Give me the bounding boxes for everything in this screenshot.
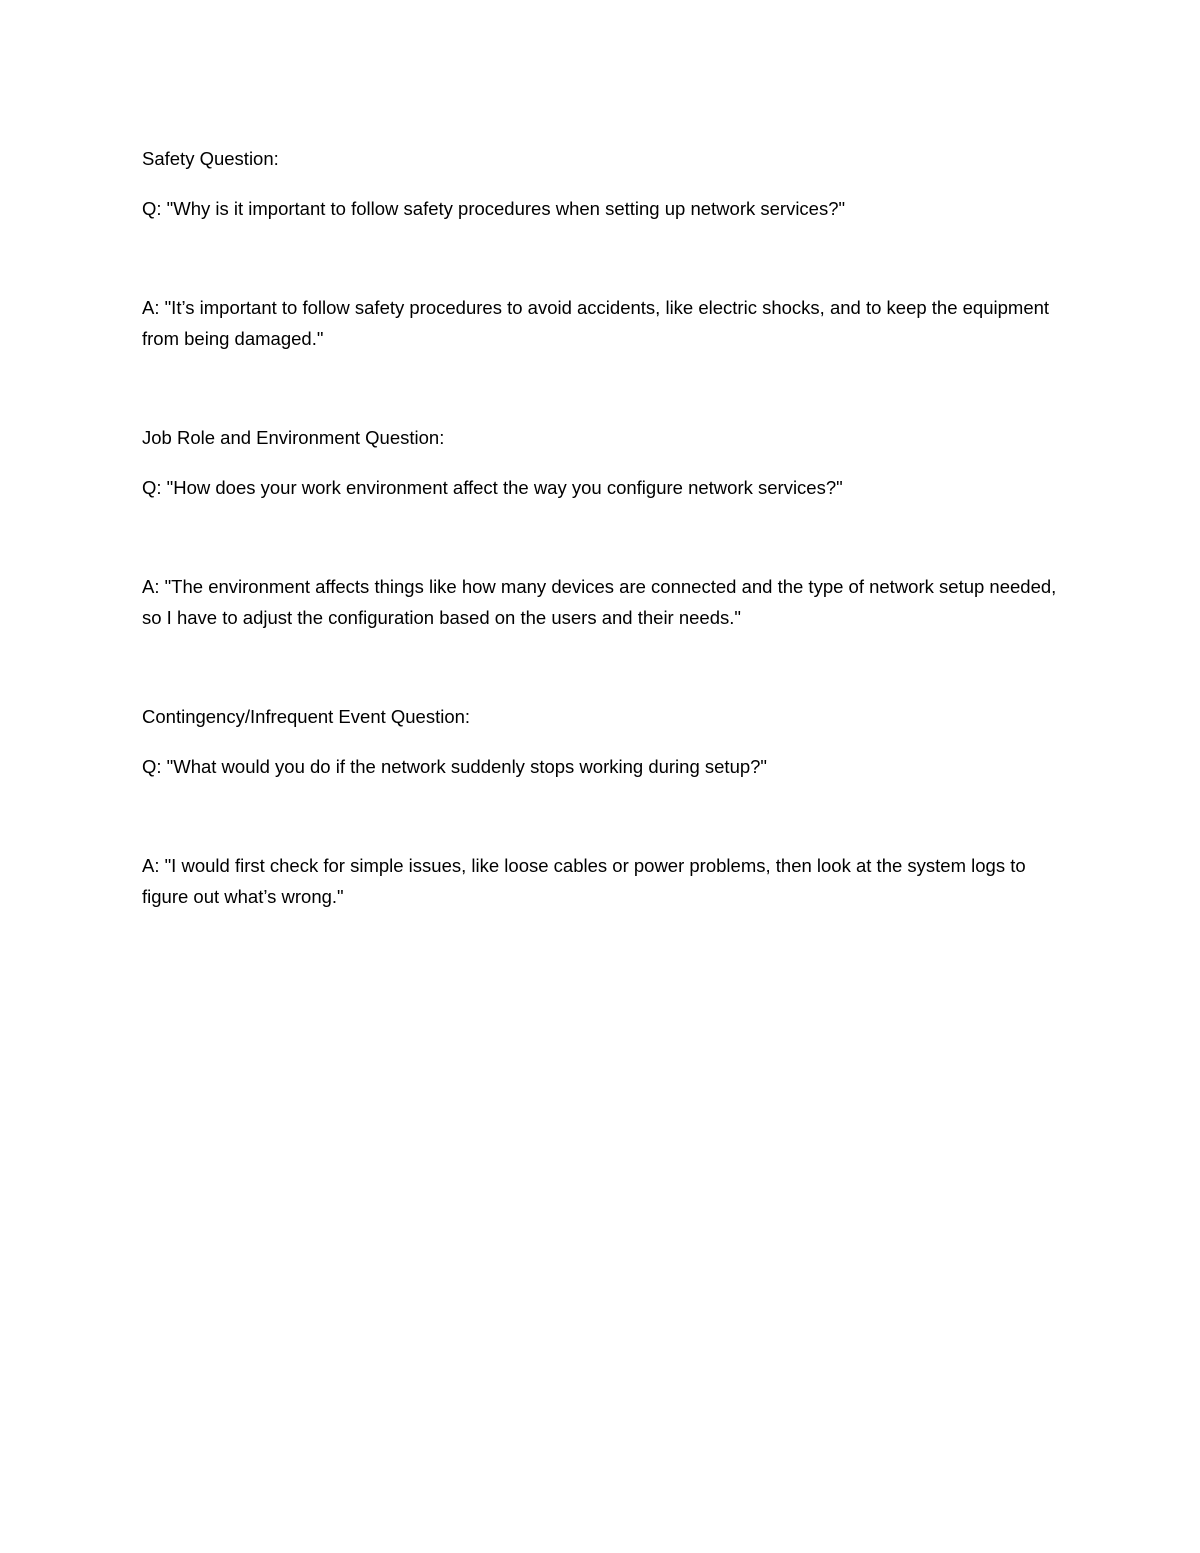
answer-text: A: "I would first check for simple issues, like loose cables or power problems, then look at the system logs to figure out what’s wrong." bbox=[142, 855, 1026, 907]
section-heading: Contingency/Infrequent Event Question: bbox=[142, 706, 471, 727]
document-body bbox=[142, 143, 1062, 980]
question-text: Q: "Why is it important to follow safety procedures when setting up network services?" bbox=[142, 198, 846, 219]
section-heading: Safety Question: bbox=[142, 148, 279, 169]
section-heading: Job Role and Environment Question: bbox=[142, 427, 445, 448]
qa-section-safety bbox=[142, 143, 1062, 354]
qa-section-contingency bbox=[142, 701, 1062, 912]
answer-text: A: "It’s important to follow safety procedures to avoid accidents, like electric shocks, and to keep the equipment from being damaged." bbox=[142, 297, 1050, 349]
question-text: Q: "What would you do if the network suddenly stops working during setup?" bbox=[142, 756, 767, 777]
qa-section-job-role bbox=[142, 422, 1062, 633]
question-text: Q: "How does your work environment affect the way you configure network services?" bbox=[142, 477, 843, 498]
answer-text: A: "The environment affects things like how many devices are connected and the type of network setup needed, so I have to adjust the configuration based on the users and their needs." bbox=[142, 576, 1057, 628]
